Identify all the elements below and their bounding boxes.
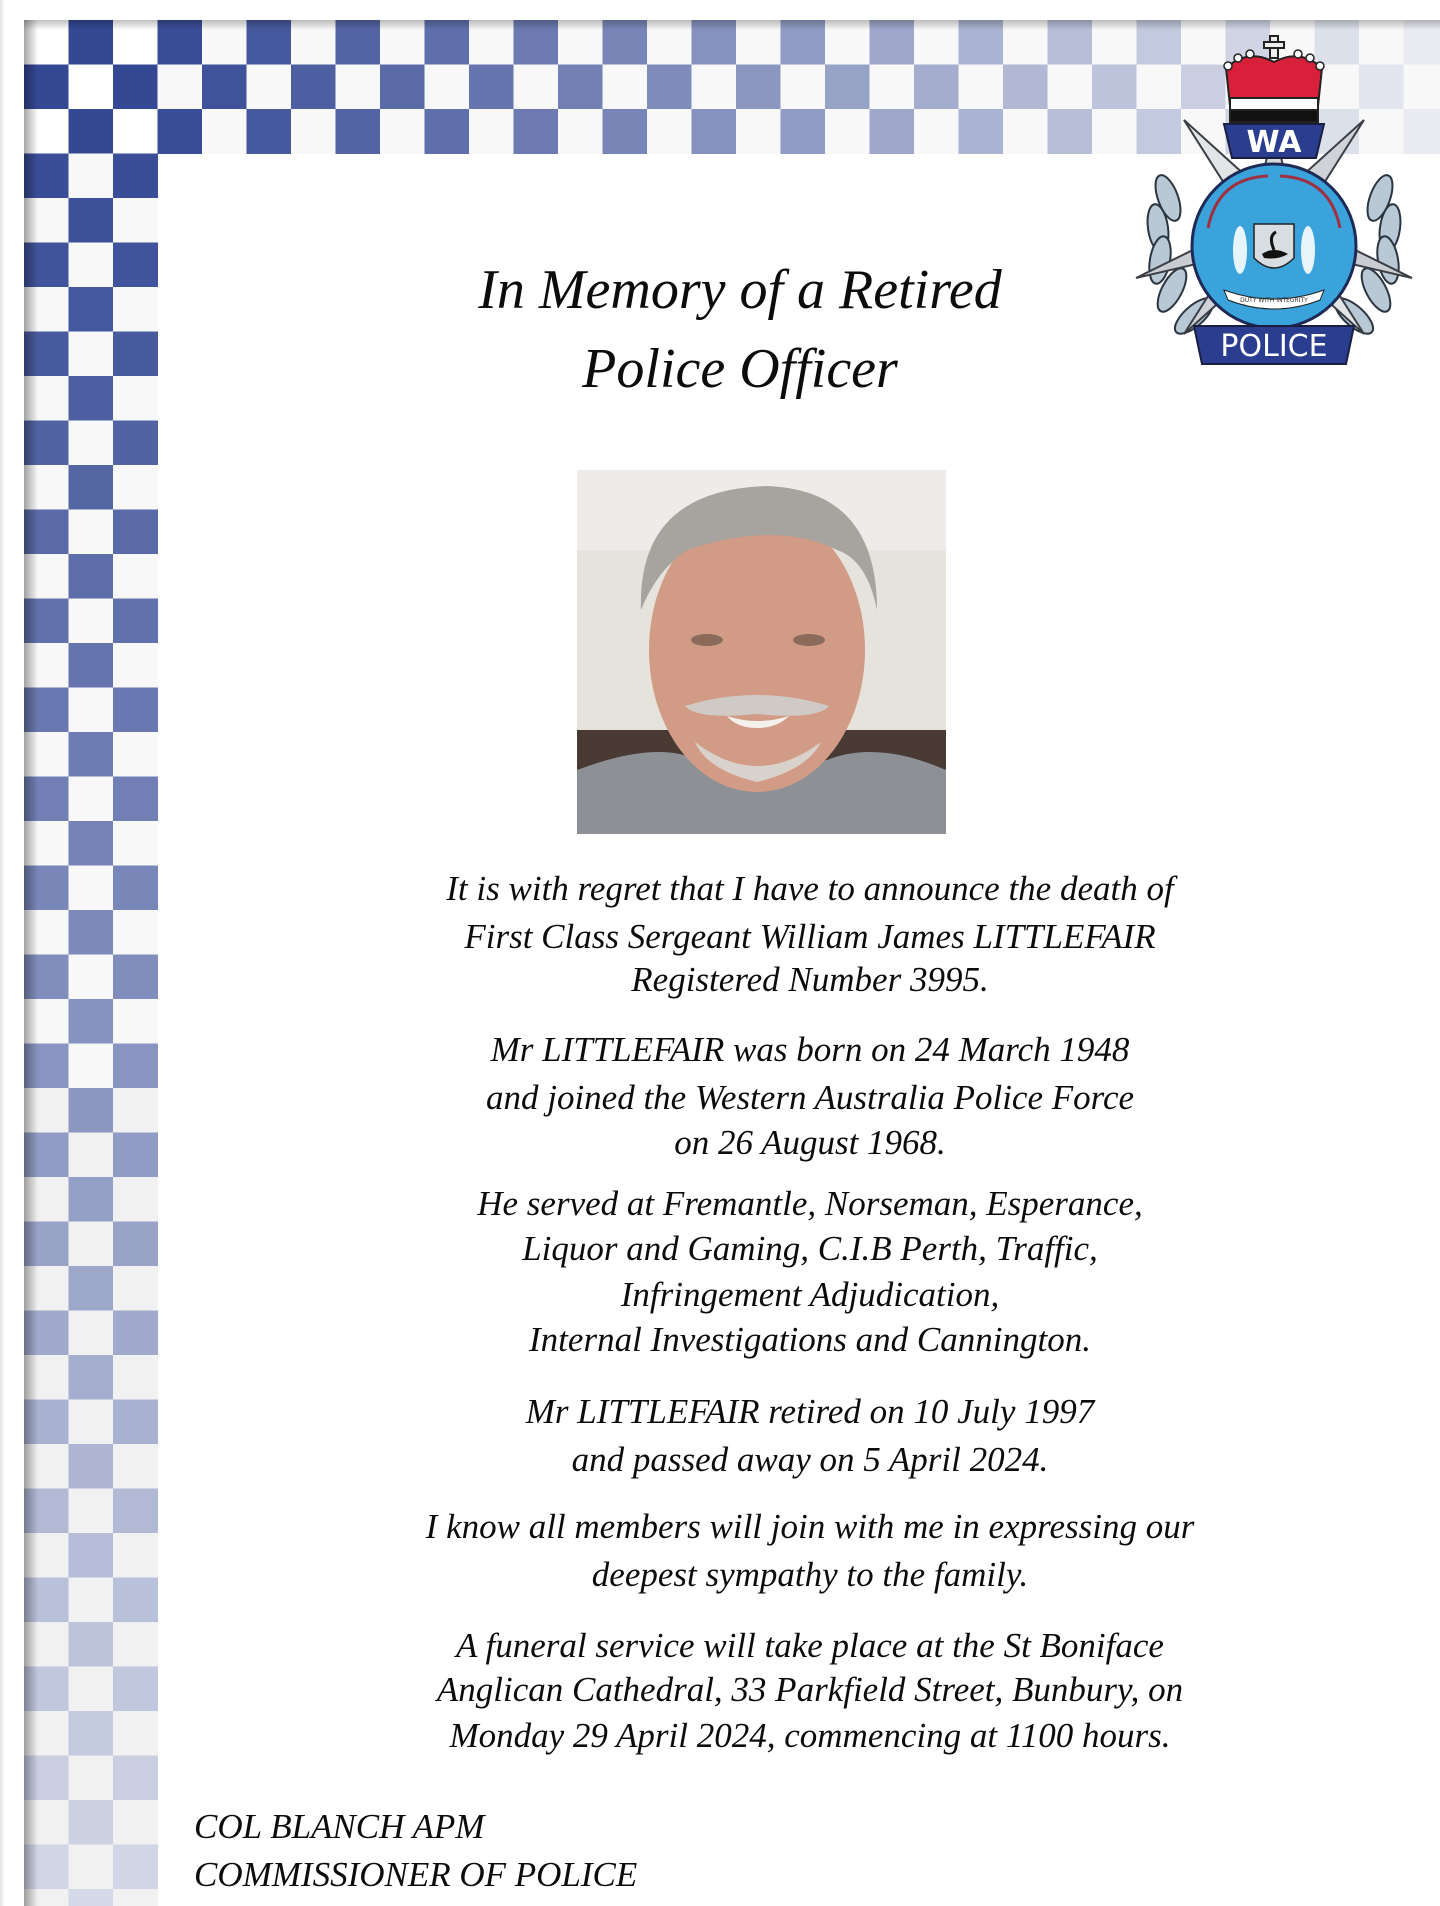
paragraph-1-line-2: First Class Sergeant William James LITTLEFAIR [464, 917, 1156, 956]
paragraph-1-line-1: It is with regret that I have to announce the death of [446, 869, 1174, 908]
paragraph-5-line-2: deepest sympathy to the family. [591, 1555, 1029, 1594]
title-line-2: Police Officer [582, 338, 898, 400]
paragraph-2-line-1: Mr LITTLEFAIR was born on 24 March 1948 [490, 1030, 1130, 1069]
svg-text:WA: WA [1246, 125, 1302, 160]
paragraph-4-line-2: and passed away on 5 April 2024. [571, 1440, 1049, 1479]
paragraph-6-line-1: A funeral service will take place at the St Boniface [456, 1626, 1164, 1665]
paragraph-1-line-3: Registered Number 3995. [631, 960, 989, 999]
paragraph-5-line-1: I know all members will join with me in expressing our [425, 1507, 1195, 1546]
svg-text:POLICE: POLICE [1220, 329, 1328, 364]
svg-text:DUTY WITH INTEGRITY: DUTY WITH INTEGRITY [1240, 297, 1308, 304]
signature-role: COMMISSIONER OF POLICE [194, 1855, 638, 1894]
paragraph-2-line-3: on 26 August 1968. [674, 1123, 946, 1162]
paragraph-3-line-2: Liquor and Gaming, C.I.B Perth, Traffic, [522, 1229, 1098, 1268]
paragraph-6-line-2: Anglican Cathedral, 33 Parkfield Street, Bunbury, on [436, 1670, 1184, 1709]
title-line-1: In Memory of a Retired [478, 259, 1002, 321]
paragraph-3-line-4: Internal Investigations and Cannington. [529, 1320, 1091, 1359]
paragraph-3-line-3: Infringement Adjudication, [620, 1275, 1000, 1314]
signature-name: COL BLANCH APM [194, 1807, 485, 1846]
announcement-body [280, 0, 1340, 1906]
paragraph-4-line-1: Mr LITTLEFAIR retired on 10 July 1997 [525, 1392, 1095, 1431]
paragraph-2-line-2: and joined the Western Australia Police Force [485, 1078, 1135, 1117]
paragraph-3-line-1: He served at Fremantle, Norseman, Esperance, [477, 1184, 1143, 1223]
paragraph-6-line-3: Monday 29 April 2024, commencing at 1100 hours. [449, 1716, 1171, 1755]
